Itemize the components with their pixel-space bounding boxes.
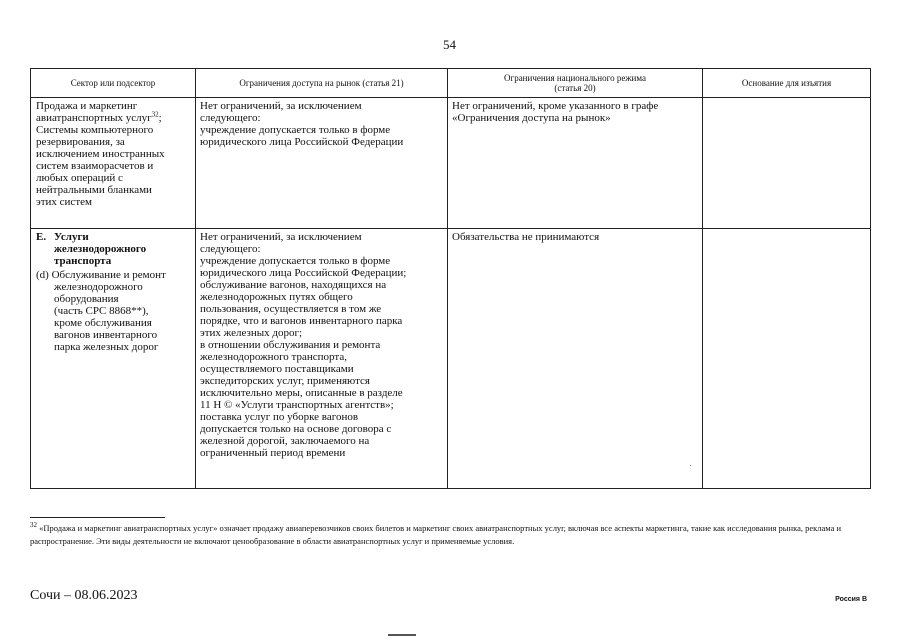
footnote-number: 32 <box>30 521 37 530</box>
row2-market-access-line: Нет ограничений, за исключением <box>200 231 362 243</box>
row1-sector-line: Продажа и маркетинг <box>36 100 138 112</box>
table-row <box>31 229 871 489</box>
row1-sector-line: любых операций с <box>36 172 123 184</box>
row2-market-access-line: ограниченный период времени <box>200 447 346 459</box>
header-national-treatment <box>448 69 703 98</box>
table-row <box>31 98 871 229</box>
row2-subsector-line: парка железных дорог <box>54 341 159 353</box>
row2-sector-title-line: железнодорожного <box>54 243 147 255</box>
row1-sector-line: авиатранспортных услуг <box>36 112 152 124</box>
row1-national-treatment-line: Нет ограничений, кроме указанного в графе <box>452 100 659 112</box>
header-market-access: Ограничения доступа на рынок (статья 21) <box>196 69 448 98</box>
row2-market-access-line: обслуживание вагонов, находящихся на <box>200 279 387 291</box>
row2-market-access-line: экспедиторских услуг, применяются <box>200 375 370 387</box>
row2-market-access-line: поставка услуг по уборке вагонов <box>200 411 359 423</box>
footer-location-date: Сочи – 08.06.2023 <box>30 588 138 603</box>
row2-subsector-line: (часть CPC 8868**), <box>54 305 149 317</box>
row1-market-access-line: следующего: <box>200 112 261 124</box>
row1-sector-line: исключением иностранных <box>36 148 165 160</box>
bottom-edge-mark <box>388 634 416 636</box>
row1-basis-cell <box>703 98 871 229</box>
row2-sector-cell <box>31 229 196 489</box>
row2-market-access-line: 11 H © «Услуги транспортных агентств»; <box>200 399 394 411</box>
row2-sector-title-line: транспорта <box>54 255 112 267</box>
row2-subsector-line: железнодорожного <box>54 281 143 293</box>
scan-speck <box>690 465 691 466</box>
row2-subsector-line: вагонов инвентарного <box>54 329 158 341</box>
row2-market-access-line: железнодорожного транспорта, <box>200 351 347 363</box>
row1-market-access-line: учреждение допускается только в форме <box>200 124 391 136</box>
footnote-reference: 32 <box>151 110 159 119</box>
row2-sector-heading <box>36 231 191 243</box>
row2-market-access-line: пользования, осуществляется в том же <box>200 303 382 315</box>
row2-market-access-line: исключительно меры, описанные в разделе <box>200 387 403 399</box>
row1-market-access-cell <box>196 98 448 229</box>
row2-subsector-line: кроме обслуживания <box>54 317 152 329</box>
row2-market-access-line: юридического лица Российской Федерации; <box>200 267 407 279</box>
row1-national-treatment-cell <box>448 98 703 229</box>
row1-national-treatment-line: «Ограничения доступа на рынок» <box>452 112 611 124</box>
row1-sector-line: систем взаиморасчетов и <box>36 160 154 172</box>
footnote-separator <box>30 517 165 518</box>
row2-subsector-line: (d) Обслуживание и ремонт <box>36 269 166 281</box>
row2-sector-title-line: Услуги <box>54 231 89 243</box>
row2-market-access-line: учреждение допускается только в форме <box>200 255 391 267</box>
row2-market-access-line: следующего: <box>200 243 261 255</box>
row2-sector-letter: E. <box>36 231 47 243</box>
row2-subsector-line: оборудования <box>54 293 119 305</box>
row1-sector-line: нейтральными бланками <box>36 184 152 196</box>
row1-sector-cell <box>31 98 196 229</box>
footnote-text: «Продажа и маркетинг авиатранспортных услуг» означает продажу авиаперевозчиков своих билетов и маркетинг своих авиатранспортных услуг, включая все аспекты маркетинга, такие как исследования рынка, реклама и распространение. Эти виды деятельности не включают ценообразование в области авиатранспортных услуг и применяемые условия. <box>30 523 842 546</box>
row1-market-access-line: Нет ограничений, за исключением <box>200 100 362 112</box>
row2-market-access-cell <box>196 229 448 489</box>
row2-national-treatment-cell <box>448 229 703 489</box>
schedule-table <box>30 68 871 489</box>
row2-market-access-line: допускается только на основе договора с <box>200 423 392 435</box>
header-basis: Основание для изъятия <box>703 69 871 98</box>
row1-sector-line: резервирования, за <box>36 136 125 148</box>
footnote <box>30 522 860 548</box>
row2-national-treatment-line: Обязательства не принимаются <box>452 231 600 243</box>
row2-market-access-line: в отношении обслуживания и ремонта <box>200 339 381 351</box>
row1-sector-line <box>36 112 191 124</box>
row2-market-access-line: этих железных дорог; <box>200 327 303 339</box>
header-national-treatment-line-2: (статья 20) <box>554 83 596 93</box>
row1-sector-line: этих систем <box>36 196 92 208</box>
footer-country-label: Россия B <box>835 596 867 603</box>
footnote-reference-suffix: ; <box>158 112 162 124</box>
page-number: 54 <box>443 37 456 52</box>
row2-basis-cell <box>703 229 871 489</box>
row1-sector-line: Системы компьютерного <box>36 124 154 136</box>
header-national-treatment-line-1: Ограничения национального режима <box>504 73 646 83</box>
row1-market-access-line: юридического лица Российской Федерации <box>200 136 404 148</box>
row2-market-access-line: железной дорогой, заключаемого на <box>200 435 370 447</box>
row2-market-access-line: осуществляемого поставщиками <box>200 363 354 375</box>
row2-market-access-line: порядке, что и вагонов инвентарного парка <box>200 315 403 327</box>
row2-market-access-line: железнодорожных путях общего <box>200 291 353 303</box>
header-sector: Сектор или подсектор <box>31 69 196 98</box>
table-header-row <box>31 69 871 98</box>
